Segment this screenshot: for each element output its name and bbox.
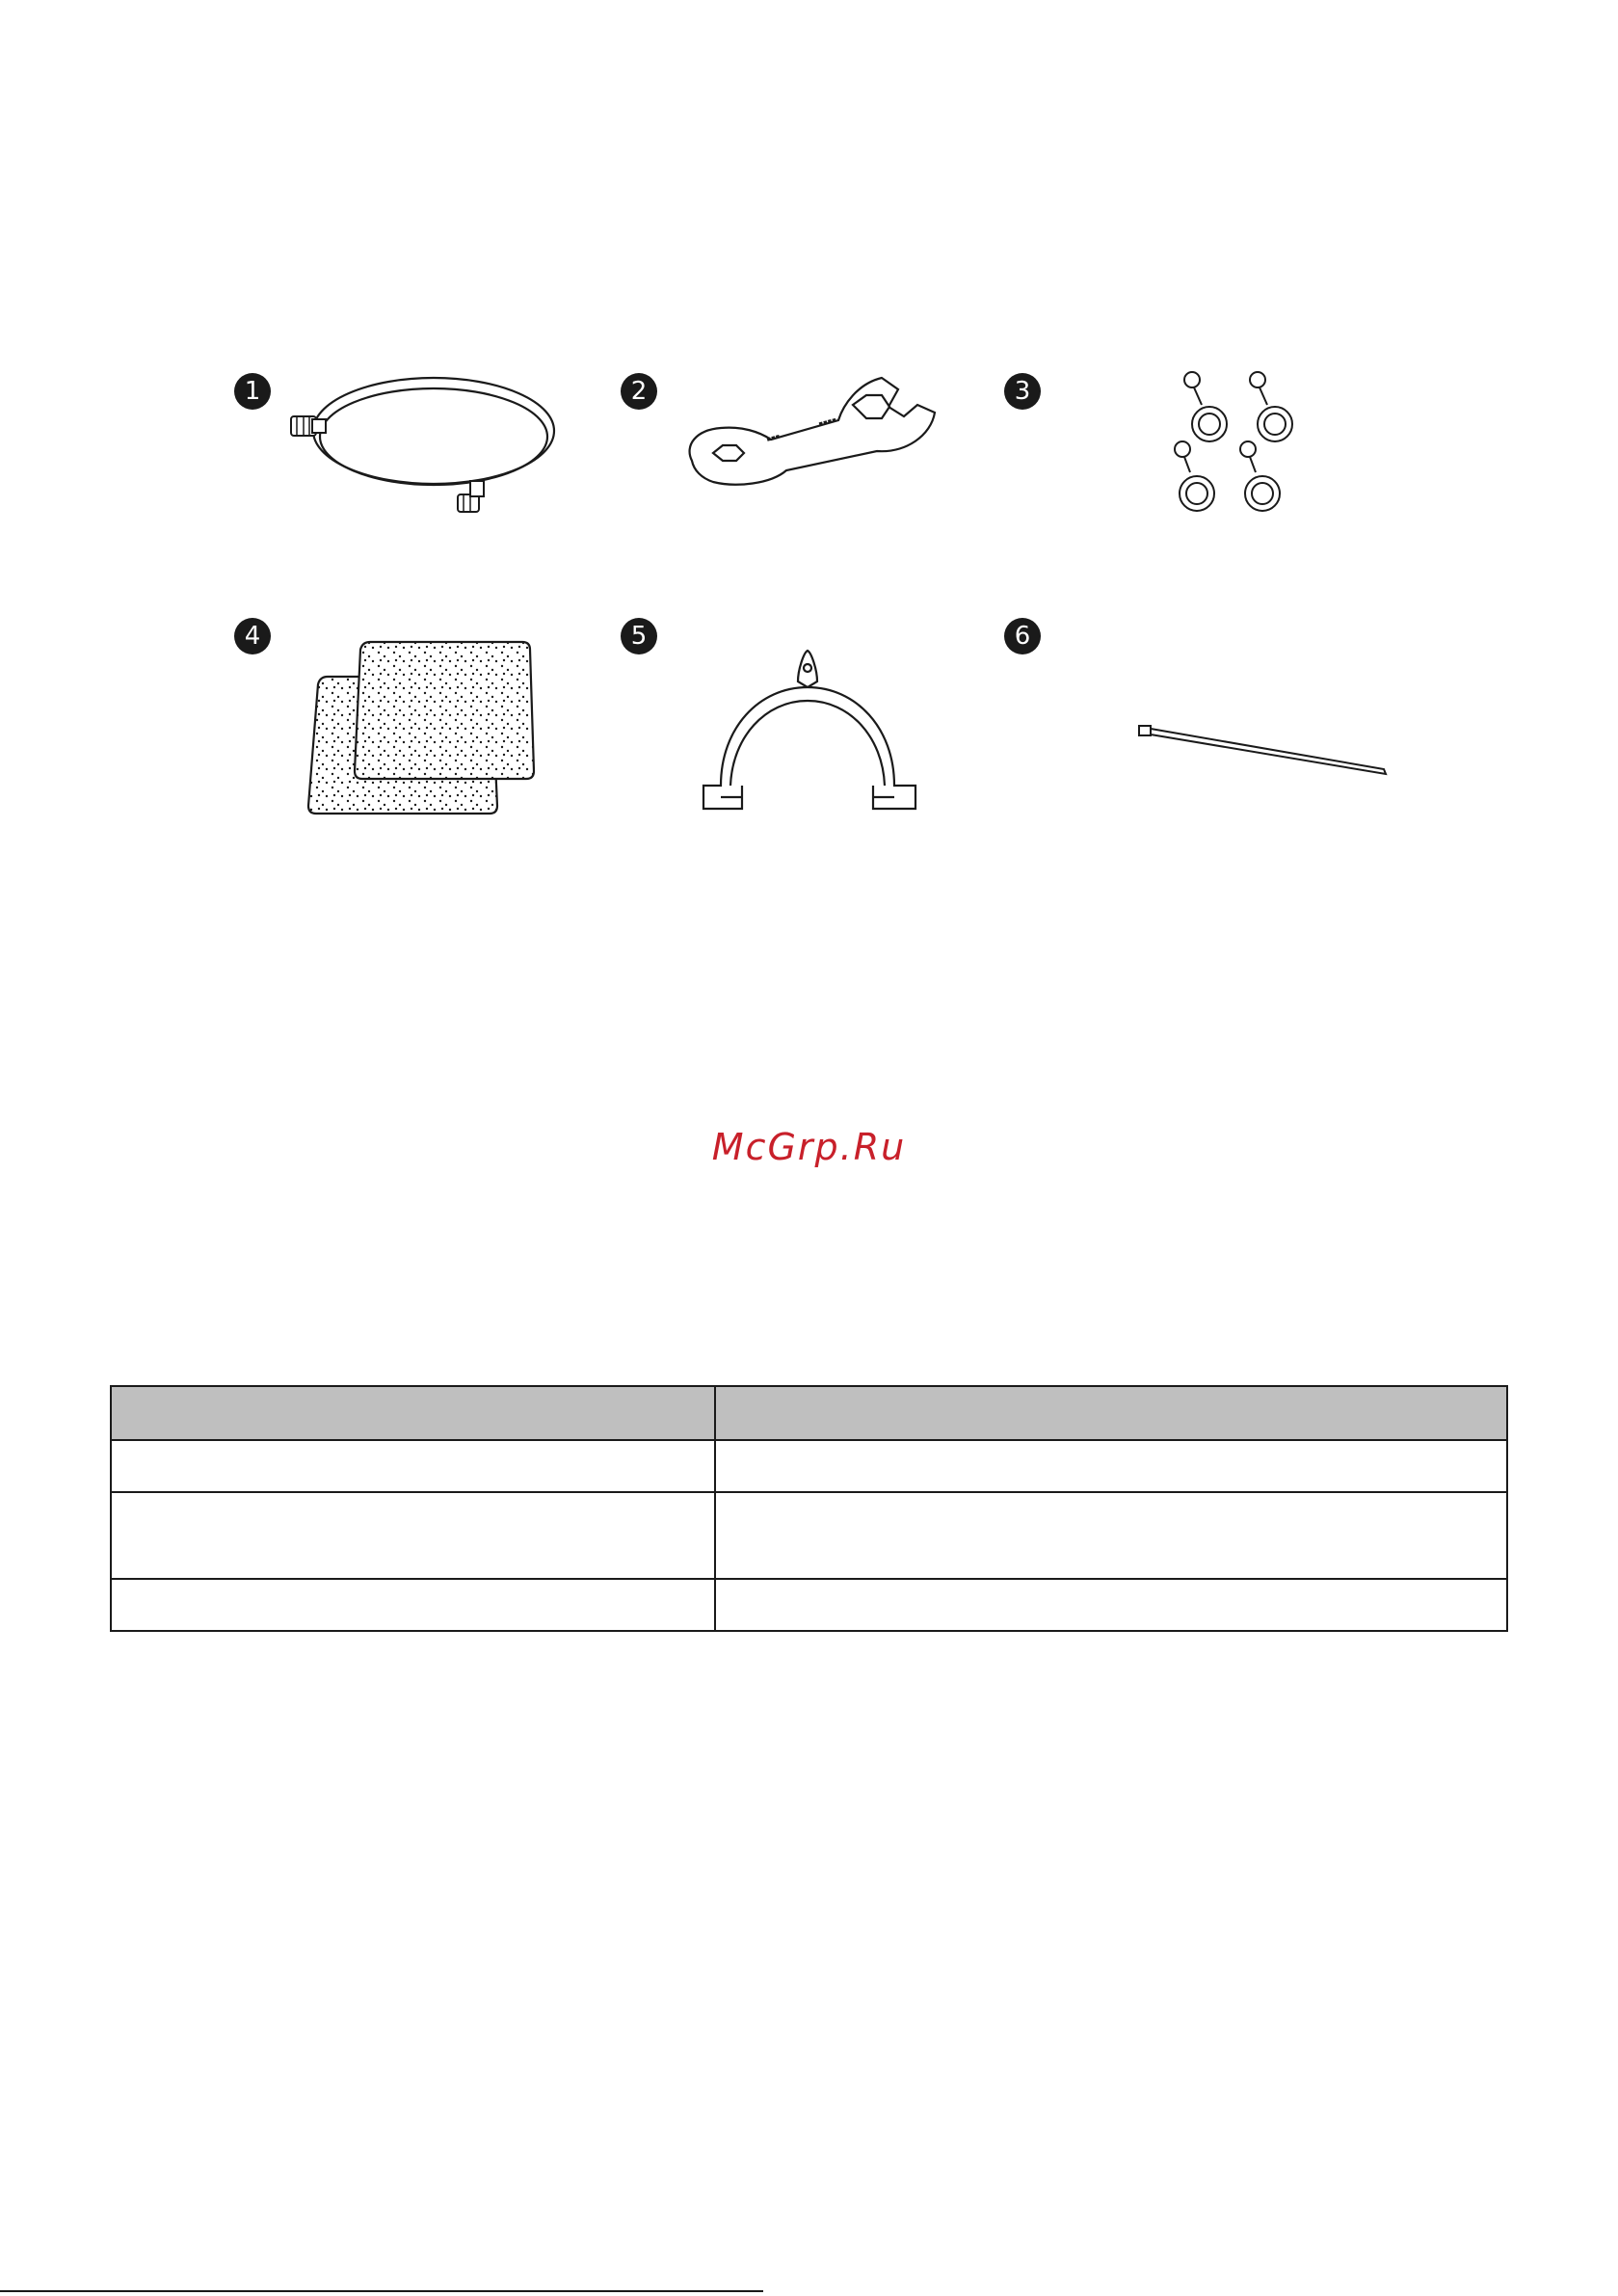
- item-number-badge: 4: [234, 618, 271, 654]
- table-cell: [111, 1492, 715, 1579]
- table-row: [111, 1492, 1507, 1579]
- table-cell: [715, 1579, 1507, 1631]
- footer-rule: [0, 2290, 763, 2292]
- table-cell: [715, 1492, 1507, 1579]
- cable-tie-icon: [1127, 718, 1397, 776]
- table-cell: [111, 1579, 715, 1631]
- table-cell: [715, 1440, 1507, 1492]
- spec-table: [110, 1385, 1508, 1632]
- transit-bolt-caps-icon: [1171, 366, 1315, 521]
- item-number-badge: 2: [621, 373, 657, 410]
- watermark: McGrp.Ru: [711, 1126, 907, 1168]
- item-number-badge: 3: [1004, 373, 1041, 410]
- item-number-badge: 5: [621, 618, 657, 654]
- water-hose-icon: [279, 361, 569, 525]
- item-number-badge: 1: [234, 373, 271, 410]
- table-cell: [111, 1440, 715, 1492]
- svg-text:▪▪▪▪: ▪▪▪▪: [817, 415, 837, 428]
- spanner-icon: [675, 357, 954, 501]
- anti-slip-pads-icon: [299, 636, 540, 819]
- table-row: [111, 1440, 1507, 1492]
- table-header-cell: [111, 1386, 715, 1440]
- table-header-cell: [715, 1386, 1507, 1440]
- item-number-badge: 6: [1004, 618, 1041, 654]
- table-header-row: [111, 1386, 1507, 1440]
- svg-text:▪▪▪: ▪▪▪: [765, 432, 782, 443]
- hose-elbow-holder-icon: [692, 641, 933, 824]
- table-row: [111, 1579, 1507, 1631]
